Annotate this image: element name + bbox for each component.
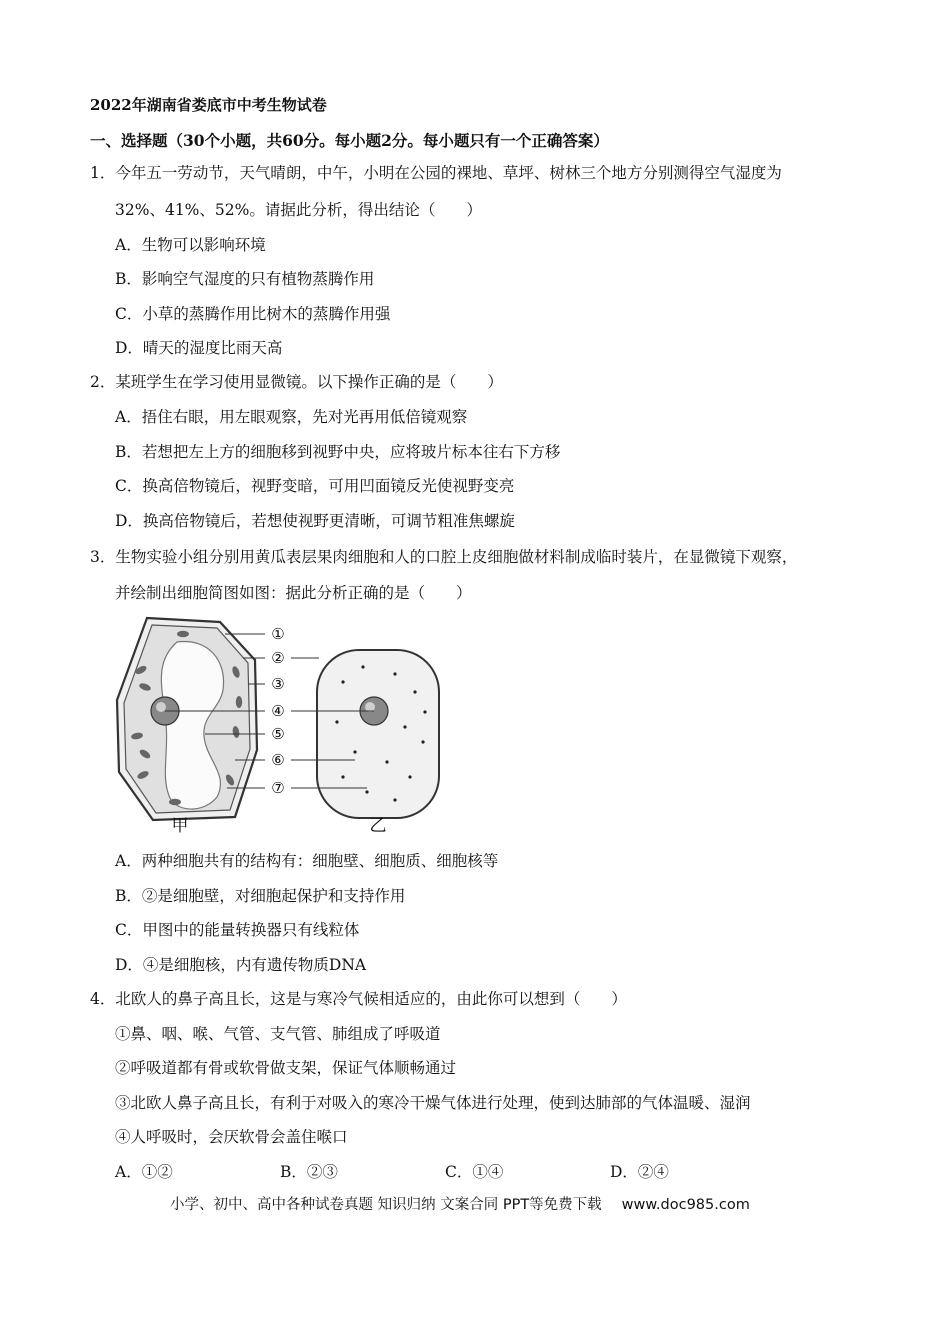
- diagram-label-6: ⑥: [271, 751, 285, 769]
- diagram-label-7: ⑦: [271, 779, 285, 797]
- page-footer: [170, 1193, 750, 1214]
- footer-site-link[interactable]: www.doc985.com: [621, 1197, 750, 1213]
- question-2-option-c: C．换高倍物镜后，视野变暗，可用凹面镜反光使视野变亮: [115, 477, 515, 495]
- diagram-label-5: ⑤: [271, 725, 285, 743]
- page-title: 2022年湖南省娄底市中考生物试卷: [90, 96, 327, 114]
- question-4-stem: 4．北欧人的鼻子高且长，这是与寒冷气候相适应的，由此你可以想到（ ）: [90, 990, 627, 1008]
- diagram-label-1: ①: [271, 625, 285, 643]
- question-1-stem-cont: 32%、41%、52%。请据此分析，得出结论（ ）: [115, 201, 482, 219]
- question-4-options: [115, 1162, 775, 1182]
- diagram-label-4: ④: [271, 702, 285, 720]
- question-1-option-d: D．晴天的湿度比雨天高: [115, 339, 283, 357]
- question-4-statement-4: ④人呼吸时，会厌软骨会盖住喉口: [115, 1128, 348, 1146]
- footer-text: 小学、初中、高中各种试卷真题 知识归纳 文案合同 PPT等免费下载: [170, 1197, 602, 1213]
- caption-yi: 乙: [369, 816, 387, 836]
- question-3-option-d: D．④是细胞核，内有遗传物质DNA: [115, 956, 367, 974]
- question-2-option-b: B．若想把左上方的细胞移到视野中央，应将玻片标本往右下方移: [115, 443, 561, 461]
- question-4-option-a: A．①②: [115, 1163, 173, 1181]
- section-heading: 一、选择题（30个小题，共60分。每小题2分。每小题只有一个正确答案）: [90, 131, 609, 150]
- animal-cell: [317, 650, 439, 818]
- question-1-option-a: A．生物可以影响环境: [115, 236, 266, 254]
- question-3-stem: 3．生物实验小组分别用黄瓜表层果肉细胞和人的口腔上皮细胞做材料制成临时装片，在显微镜下观察，: [90, 548, 798, 566]
- question-2-stem: 2．某班学生在学习使用显微镜。以下操作正确的是（ ）: [90, 373, 503, 391]
- diagram-label-3: ③: [271, 675, 285, 693]
- cell-diagram: [105, 612, 450, 837]
- question-3-option-c: C．甲图中的能量转换器只有线粒体: [115, 921, 360, 939]
- question-3-option-a: A．两种细胞共有的结构有：细胞壁、细胞质、细胞核等: [115, 852, 499, 870]
- question-4-statement-3: ③北欧人鼻子高且长，有利于对吸入的寒冷干燥气体进行处理，使到达肺部的气体温暖、湿润: [115, 1094, 751, 1112]
- question-4-option-c: C．①④: [445, 1163, 504, 1181]
- question-2-option-a: A．捂住右眼，用左眼观察，先对光再用低倍镜观察: [115, 408, 468, 426]
- question-4-option-b: B．②③: [280, 1163, 338, 1181]
- question-3-stem-cont: 并绘制出细胞简图如图：据此分析正确的是（ ）: [115, 584, 472, 602]
- question-1-option-c: C．小草的蒸腾作用比树木的蒸腾作用强: [115, 305, 391, 323]
- question-3-option-b: B．②是细胞壁，对细胞起保护和支持作用: [115, 887, 406, 905]
- question-2-option-d: D．换高倍物镜后，若想使视野更清晰，可调节粗准焦螺旋: [115, 512, 515, 530]
- question-1-option-b: B．影响空气湿度的只有植物蒸腾作用: [115, 270, 375, 288]
- question-1-stem: 1．今年五一劳动节，天气晴朗，中午，小明在公园的裸地、草坪、树林三个地方分别测得空气湿度为: [90, 164, 782, 182]
- plant-cell: [117, 618, 257, 820]
- question-4-statement-1: ①鼻、咽、喉、气管、支气管、肺组成了呼吸道: [115, 1025, 441, 1043]
- diagram-label-2: ②: [271, 649, 285, 667]
- caption-jia: 甲: [171, 816, 189, 836]
- question-4-statement-2: ②呼吸道都有骨或软骨做支架，保证气体顺畅通过: [115, 1059, 457, 1077]
- question-4-option-d: D．②④: [610, 1163, 669, 1181]
